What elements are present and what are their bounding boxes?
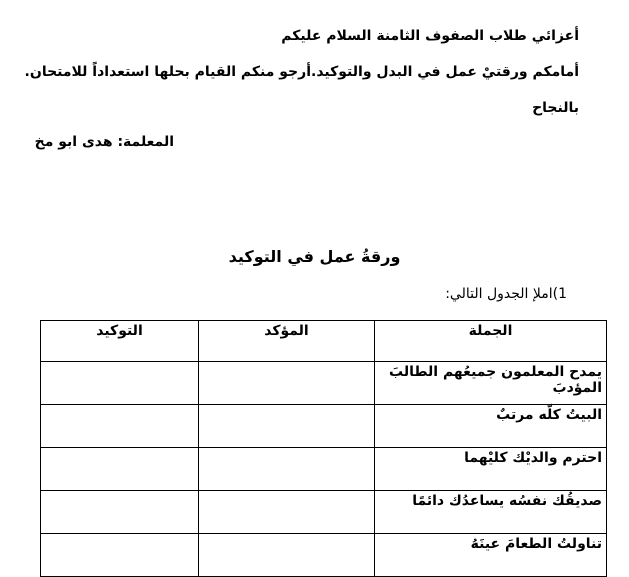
table-row	[41, 362, 607, 405]
sentence-cell: احترم والديْك كليْهما	[375, 448, 607, 491]
sentence-cell: صديقُك نفسُه يساعدُك دائمًا	[375, 491, 607, 534]
table-header-row	[41, 321, 607, 362]
answer-cell[interactable]	[41, 448, 199, 491]
table-row	[41, 491, 607, 534]
answer-cell[interactable]	[199, 362, 375, 405]
answer-cell[interactable]	[41, 362, 199, 405]
table-row	[41, 405, 607, 448]
answer-cell[interactable]	[199, 448, 375, 491]
worksheet-title: ورقةُ عمل في التوكيد	[228, 247, 401, 266]
answer-cell[interactable]	[199, 405, 375, 448]
intro: أمامكم ورقتيْ عمل في البدل والتوكيد.أرجو منكم القيام بحلها استعداداً للامتحان.	[24, 64, 579, 80]
sentence-cell: البيتُ كلّه مرتبٌ	[375, 405, 607, 448]
header-emphasis: التوكيد	[41, 321, 199, 362]
sentence-cell: يمدح المعلمون جميعُهم الطالبَ المؤدبَ	[375, 362, 607, 405]
worksheet-table	[40, 320, 607, 577]
answer-cell[interactable]	[199, 491, 375, 534]
header-sentence: الجملة	[375, 321, 607, 362]
answer-cell[interactable]	[199, 534, 375, 577]
answer-cell[interactable]	[41, 534, 199, 577]
teacher-name: المعلمة: هدى ابو مخ	[34, 134, 174, 150]
answer-cell[interactable]	[41, 491, 199, 534]
table-row	[41, 534, 607, 577]
instruction: 1)املإ الجدول التالي:	[445, 286, 567, 302]
sentence-cell: تناولتُ الطعامَ عينَهُ	[375, 534, 607, 577]
wish: بالنجاح	[532, 100, 579, 116]
greeting: أعزائي طلاب الصفوف الثامنة السلام عليكم	[281, 28, 579, 44]
answer-cell[interactable]	[41, 405, 199, 448]
header-emphasized: المؤكد	[199, 321, 375, 362]
table-row	[41, 448, 607, 491]
